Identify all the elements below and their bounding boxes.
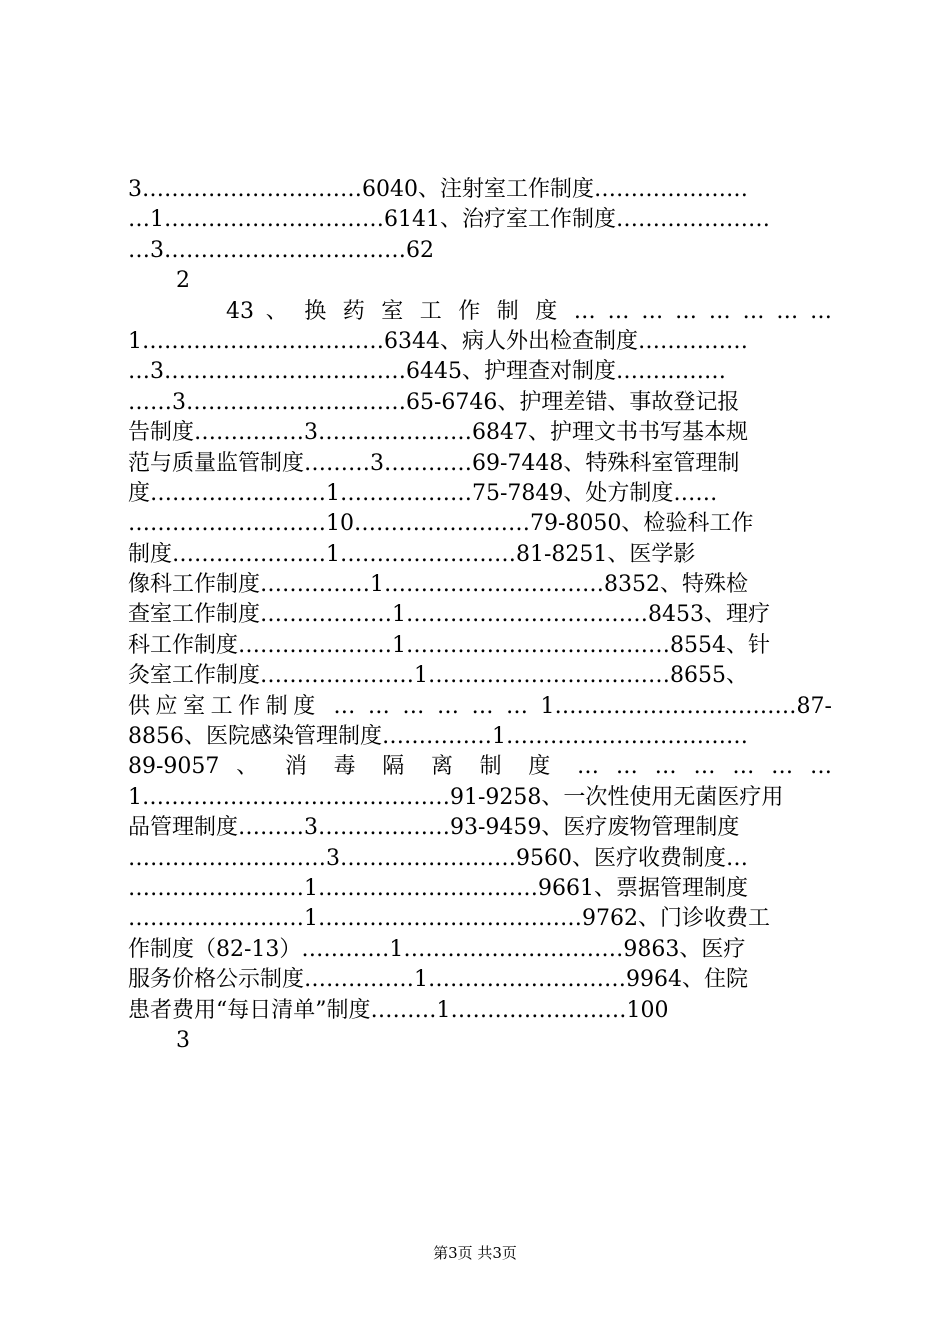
text-line: 科工作制度…………………1………………………………8554、针: [128, 632, 770, 658]
text-line: 服务价格公示制度……………1………………………9964、住院: [128, 967, 748, 993]
text-line: 供应室工作制度 … … … … … … 1……………………………87-: [128, 693, 832, 719]
text-line: 8856、医院感染管理制度……………1……………………………: [128, 724, 748, 750]
text-line: 作制度（82-13）…………1…………………………9863、医疗: [128, 936, 746, 962]
text-line: 范与质量监管制度………3…………69-7448、特殊科室管理制: [128, 450, 740, 476]
text-line: 制度…………………1……………………81-8251、医学影: [128, 541, 696, 567]
text-line: 3: [176, 1027, 190, 1053]
text-line: 度……………………1………………75-7849、处方制度……: [128, 480, 718, 506]
text-line: 患者费用“每日清单”制度………1……………………100: [128, 997, 669, 1023]
text-line: ……………………1…………………………9661、票据管理制度: [128, 875, 748, 901]
text-line: 告制度……………3…………………6847、护理文书书写基本规: [128, 420, 748, 446]
text-line: 品管理制度………3………………93-9459、医疗废物管理制度: [128, 815, 740, 841]
text-line: …3……………………………62: [128, 237, 434, 263]
text-line: ………………………10……………………79-8050、检验科工作: [128, 511, 754, 537]
text-line: 查室工作制度………………1……………………………8453、理疗: [128, 602, 770, 628]
text-line: ………………………3……………………9560、医疗收费制度…: [128, 845, 748, 871]
text-line: ……………………1………………………………9762、门诊收费工: [128, 906, 770, 932]
text-line: 像科工作制度……………1…………………………8352、特殊检: [128, 572, 748, 598]
table-of-contents-text: [128, 175, 832, 1056]
page-number-label: 第3页 共3页: [433, 1244, 517, 1262]
text-line: 1……………………………………91-9258、一次性使用无菌医疗用: [128, 784, 784, 810]
text-line: …3……………………………6445、护理查对制度……………: [128, 359, 726, 385]
text-line: 43 、 换 药 室 工 作 制 度 … … … … … … … …: [226, 298, 832, 324]
page-footer: [0, 1243, 950, 1263]
text-line: 灸室工作制度…………………1……………………………8655、: [128, 663, 748, 689]
text-line: …1…………………………6141、治疗室工作制度…………………: [128, 207, 770, 233]
text-line: ……3…………………………65-6746、护理差错、事故登记报: [128, 389, 740, 415]
text-line: 89-9057 、 消 毒 隔 离 制 度 … … … … … … …: [128, 754, 832, 780]
text-line: 3…………………………6040、注射室工作制度…………………: [128, 177, 748, 202]
text-line: 1……………………………6344、病人外出检查制度……………: [128, 328, 748, 354]
text-line: 2: [176, 268, 190, 294]
